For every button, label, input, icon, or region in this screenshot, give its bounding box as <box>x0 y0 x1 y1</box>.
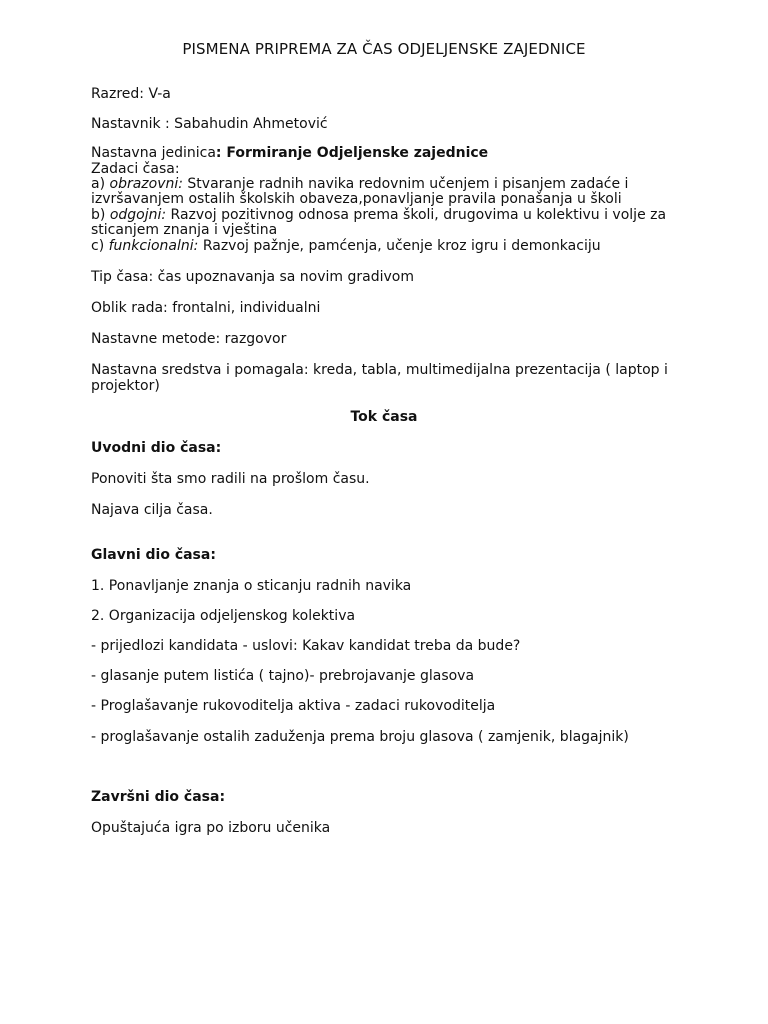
zadaci-a-text: Stvaranje radnih navika redovnim učenjem i pisanjem zadaće i <box>182 176 629 192</box>
zadaci-c-text: Razvoj pažnje, pamćenja, učenje kroz igru i demonkaciju <box>198 238 601 254</box>
tok-casa-heading: Tok časa <box>350 409 418 425</box>
jedinica-label: Nastavna jedinica <box>91 145 216 161</box>
sredstva-line2: projektor) <box>91 378 160 394</box>
glavni-item: 2. Organizacija odjeljenskog kolektiva <box>91 608 356 624</box>
oblik-rada-line: Oblik rada: frontalni, individualni <box>91 300 321 316</box>
jedinica-value: Formiranje Odjeljenske zajednice <box>221 145 489 161</box>
jedinica-colon: : <box>215 145 222 161</box>
zadaci-a-prefix: a) <box>91 176 110 192</box>
zadaci-c-prefix: c) <box>91 238 109 254</box>
zavrsni-heading: Završni dio časa: <box>91 789 226 805</box>
uvodni-heading: Uvodni dio časa: <box>91 440 222 456</box>
nastavne-metode-line: Nastavne metode: razgovor <box>91 331 287 347</box>
zadaci-a-line1 <box>91 176 628 192</box>
glavni-item: - glasanje putem listića ( tajno)- prebrojavanje glasova <box>91 668 475 684</box>
zadaci-a-type: obrazovni: <box>109 176 183 192</box>
nastavna-jedinica-line <box>91 145 488 161</box>
glavni-item: - proglašavanje ostalih zaduženja prema broju glasova ( zamjenik, blagajnik) <box>91 729 629 745</box>
zadaci-b-line1 <box>91 207 666 223</box>
glavni-item: - Proglašavanje rukovoditelja aktiva - zadaci rukovoditelja <box>91 698 496 714</box>
zadaci-c-line1 <box>91 238 601 254</box>
zadaci-b-line2: sticanjem znanja i vještina <box>91 222 278 238</box>
glavni-heading: Glavni dio časa: <box>91 547 216 563</box>
sredstva-line1: Nastavna sredstva i pomagala: kreda, tabla, multimedijalna prezentacija ( laptop i <box>91 362 668 378</box>
zadaci-b-type: odgojni: <box>109 207 167 223</box>
document-title: PISMENA PRIPREMA ZA ČAS ODJELJENSKE ZAJEDNICE <box>182 40 586 58</box>
zadaci-label: Zadaci časa: <box>91 161 180 177</box>
tip-casa-line: Tip časa: čas upoznavanja sa novim gradivom <box>91 269 414 285</box>
razred-line: Razred: V-a <box>91 86 171 102</box>
nastavnik-line: Nastavnik : Sabahudin Ahmetović <box>91 116 328 132</box>
zadaci-c-type: funkcionalni: <box>108 238 199 254</box>
uvodni-item: Najava cilja časa. <box>91 502 213 518</box>
zavrsni-item: Opuštajuća igra po izboru učenika <box>91 820 331 836</box>
glavni-item: 1. Ponavljanje znanja o sticanju radnih navika <box>91 578 412 594</box>
uvodni-item: Ponoviti šta smo radili na prošlom času. <box>91 471 370 487</box>
zadaci-a-line2: izvršavanjem ostalih školskih obaveza,ponavljanje pravila ponašanja u školi <box>91 191 622 207</box>
zadaci-b-text: Razvoj pozitivnog odnosa prema školi, drugovima u kolektivu i volje za <box>166 207 667 223</box>
glavni-item: - prijedlozi kandidata - uslovi: Kakav kandidat treba da bude? <box>91 638 521 654</box>
zadaci-b-prefix: b) <box>91 207 110 223</box>
